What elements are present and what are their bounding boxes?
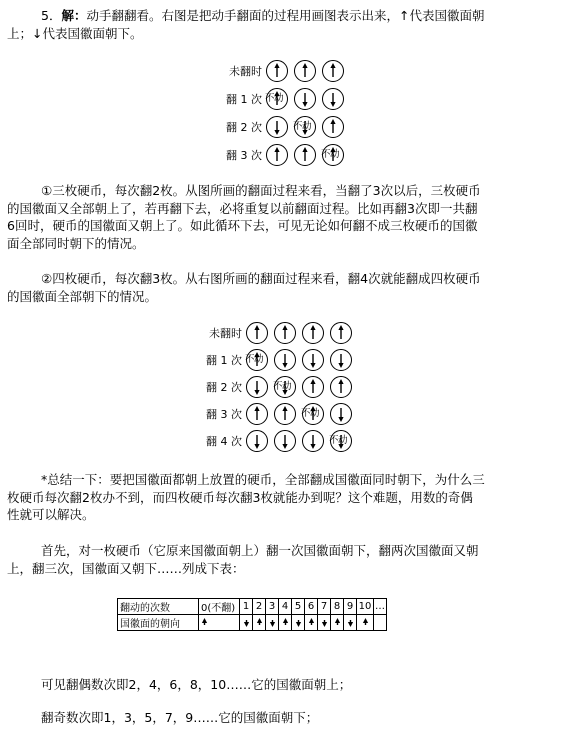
- table-cell-count: 5: [292, 599, 305, 615]
- table-cell-count: 10: [357, 599, 374, 615]
- coin: [322, 116, 344, 138]
- arrow-up-icon: [323, 61, 343, 81]
- arrow-down-icon: [247, 377, 267, 397]
- table-cell-direction: [199, 615, 240, 631]
- arrow-up-icon: [362, 616, 369, 629]
- coin: [294, 144, 316, 166]
- arrow-down-icon: [269, 616, 276, 629]
- coin: [266, 116, 288, 138]
- table-cell-count: 6: [305, 599, 318, 615]
- arrow-up-icon: [323, 117, 343, 137]
- row-label: 未翻时: [209, 327, 242, 340]
- conclusion-odd-text: 翻奇数次即1，3，5，7，9……它的国徽面朝下；: [41, 710, 319, 725]
- table-cell-direction: [279, 615, 292, 631]
- arrow-down-icon: [331, 404, 351, 424]
- summary-line-2: 枚硬币每次翻2枚办不到，而四枚硬币每次翻3枚就能办到呢？这个难题，用数的奇偶: [7, 489, 473, 505]
- table-header-directions: 国徽面的朝向: [118, 615, 199, 631]
- summary-paragraph: [7, 471, 563, 524]
- coin: [274, 349, 296, 371]
- coin: [302, 430, 324, 452]
- arrow-up-icon: [334, 616, 341, 629]
- row-label: 翻 3 次: [206, 408, 242, 421]
- arrow-up-icon: [275, 323, 295, 343]
- single-coin-paragraph: [7, 542, 563, 577]
- coin: [330, 349, 352, 371]
- row-label: 翻 2 次: [206, 381, 242, 394]
- unmoved-label: 不动: [321, 149, 340, 160]
- arrow-up-icon: [201, 616, 208, 629]
- para3-line-2: 上，翻三次，国徽面又朝下……列成下表：: [7, 560, 245, 576]
- intro-paragraph: [7, 7, 563, 42]
- coin: [274, 322, 296, 344]
- coin: [274, 403, 296, 425]
- solution-label: 解：: [61, 8, 87, 23]
- arrow-up-icon: [275, 404, 295, 424]
- table-cell-direction: [292, 615, 305, 631]
- intro-line-2: 上；↓代表国徽面朝下。: [7, 25, 143, 41]
- coin: [246, 322, 268, 344]
- table-cell-count: 3: [266, 599, 279, 615]
- table-cell-direction: [331, 615, 344, 631]
- four-coin-paragraph: [7, 270, 563, 305]
- arrow-up-icon: [247, 404, 267, 424]
- flip-table: [117, 598, 387, 631]
- table-cell-direction: [266, 615, 279, 631]
- para1-line-1: ①三枚硬币，每次翻2枚。从图所画的翻面过程来看，当翻了3次以后，三枚硬币: [41, 183, 481, 198]
- unmoved-label: 不动: [273, 381, 292, 392]
- arrow-up-icon: [303, 323, 323, 343]
- coin: [266, 60, 288, 82]
- coin: [302, 322, 324, 344]
- table-cell-direction: [305, 615, 318, 631]
- arrow-up-icon: [303, 377, 323, 397]
- coin: [274, 430, 296, 452]
- unmoved-label: 不动: [293, 121, 312, 132]
- arrow-down-icon: [303, 350, 323, 370]
- coin-row: [220, 144, 420, 170]
- coin: [330, 322, 352, 344]
- problem-number: 5．: [41, 8, 62, 23]
- arrow-down-icon: [247, 431, 267, 451]
- coin-row: [200, 376, 400, 402]
- table-cell-count: 8: [331, 599, 344, 615]
- table-cell-count: 7: [318, 599, 331, 615]
- arrow-up-icon: [295, 145, 315, 165]
- unmoved-label: 不动: [301, 408, 320, 419]
- table-cell-count: 9: [344, 599, 357, 615]
- arrow-down-icon: [295, 616, 302, 629]
- row-label: 翻 4 次: [206, 435, 242, 448]
- four-coin-diagram: [200, 322, 380, 457]
- coin: [246, 349, 268, 371]
- arrow-down-icon: [243, 616, 250, 629]
- para2-line-2: 的国徽面全部朝下的情况。: [7, 288, 158, 304]
- coin: [294, 60, 316, 82]
- conclusion-even-text: 可见翻偶数次即2，4，6，8，10……它的国徽面朝上；: [41, 677, 352, 692]
- coin: [246, 430, 268, 452]
- table-cell-direction: [357, 615, 374, 631]
- arrow-down-icon: [295, 89, 315, 109]
- conclusion-odd: [7, 709, 563, 727]
- row-label: 翻 1 次: [206, 354, 242, 367]
- table-row-directions: [118, 615, 387, 631]
- para1-line-4: 面全部同时朝下的情况。: [7, 235, 145, 251]
- table-cell-direction: [318, 615, 331, 631]
- row-label: 未翻时: [229, 65, 262, 78]
- para2-line-1: ②四枚硬币，每次翻3枚。从右图所画的翻面过程来看，翻4次就能翻成四枚硬币: [41, 271, 481, 286]
- arrow-down-icon: [323, 89, 343, 109]
- coin: [266, 144, 288, 166]
- para1-line-2: 的国徽面又全部朝上了，若再翻下去，必将重复以前翻面过程。比如再翻3次即一共翻: [7, 200, 478, 216]
- arrow-up-icon: [267, 61, 287, 81]
- coin: [274, 376, 296, 398]
- table-cell-count: 2: [253, 599, 266, 615]
- coin: [266, 88, 288, 110]
- three-coin-paragraph: [7, 182, 563, 252]
- arrow-up-icon: [331, 377, 351, 397]
- table-cell-count: …: [374, 599, 387, 615]
- conclusion-even: [7, 676, 563, 694]
- arrow-down-icon: [331, 350, 351, 370]
- coin: [294, 116, 316, 138]
- table-cell-direction: [344, 615, 357, 631]
- arrow-down-icon: [267, 117, 287, 137]
- coin: [330, 376, 352, 398]
- arrow-up-icon: [308, 616, 315, 629]
- unmoved-label: 不动: [329, 435, 348, 446]
- para1-line-3: 6回时，硬币的国徽面又朝上了。如此循环下去，可见无论如何翻不成三枚硬币的国徽: [7, 218, 478, 233]
- arrow-down-icon: [303, 431, 323, 451]
- para3-line-1: 首先，对一枚硬币（它原来国徽面朝上）翻一次国徽面朝下，翻两次国徽面又朝: [41, 543, 479, 558]
- arrow-up-icon: [282, 616, 289, 629]
- arrow-up-icon: [331, 323, 351, 343]
- unmoved-label: 不动: [245, 354, 264, 365]
- table-cell-direction: [253, 615, 266, 631]
- coin: [322, 144, 344, 166]
- coin: [294, 88, 316, 110]
- table-cell-direction: [240, 615, 253, 631]
- arrow-down-icon: [275, 431, 295, 451]
- table-cell-count: 0(不翻): [199, 599, 240, 615]
- coin: [302, 349, 324, 371]
- coin: [302, 376, 324, 398]
- coin-row: [220, 116, 420, 142]
- coin-row: [220, 88, 420, 114]
- coin-row: [200, 322, 400, 348]
- unmoved-label: 不动: [265, 93, 284, 104]
- coin-row: [200, 430, 400, 456]
- row-label: 翻 1 次: [226, 93, 262, 106]
- coin-row: [200, 349, 400, 375]
- table-cell-direction: [374, 615, 387, 631]
- arrow-up-icon: [247, 323, 267, 343]
- arrow-up-icon: [256, 616, 263, 629]
- coin: [322, 60, 344, 82]
- table-row-counts: [118, 599, 387, 615]
- intro-line-1: [7, 7, 563, 25]
- table-cell-count: 1: [240, 599, 253, 615]
- coin-row: [200, 403, 400, 429]
- arrow-down-icon: [275, 350, 295, 370]
- summary-line-3: 性就可以解决。: [7, 507, 95, 522]
- table-header-counts: 翻动的次数: [118, 599, 199, 615]
- arrow-down-icon: [347, 616, 354, 629]
- table-cell-count: 4: [279, 599, 292, 615]
- coin: [302, 403, 324, 425]
- arrow-down-icon: [321, 616, 328, 629]
- coin: [322, 88, 344, 110]
- row-label: 翻 3 次: [226, 149, 262, 162]
- coin: [330, 403, 352, 425]
- arrow-up-icon: [295, 61, 315, 81]
- coin: [246, 376, 268, 398]
- coin: [330, 430, 352, 452]
- summary-line-1: *总结一下：要把国徽面都朝上放置的硬币，全部翻成国徽面同时朝下，为什么三: [41, 472, 485, 487]
- coin-row: [220, 60, 420, 86]
- arrow-up-icon: [267, 145, 287, 165]
- coin: [246, 403, 268, 425]
- row-label: 翻 2 次: [226, 121, 262, 134]
- intro-text: 动手翻翻看。右图是把动手翻面的过程用画图表示出来，↑代表国徽面朝: [86, 8, 485, 23]
- three-coin-diagram: [220, 60, 370, 170]
